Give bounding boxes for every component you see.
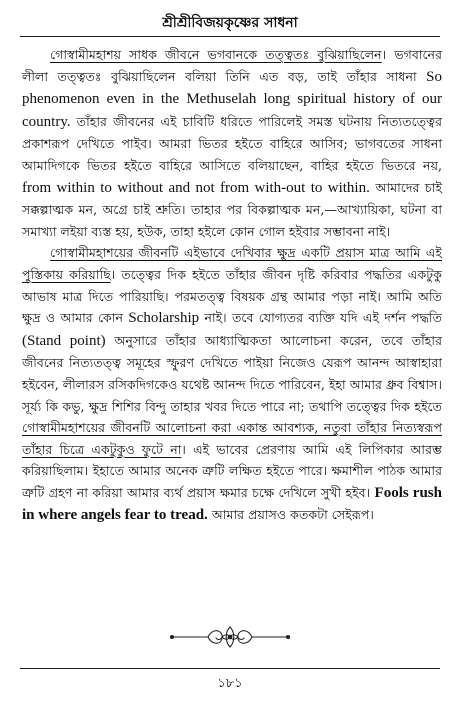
paragraph-2 [22, 242, 442, 527]
running-header [20, 10, 440, 37]
english-word-standpoint: (Stand point) [22, 332, 106, 349]
para2-text-2: নাই। তবে যোগ্যতর ব্যক্তি যদি এই দর্শন পদ্ধতি [199, 310, 442, 326]
para2-text-4: । এই ভাবের প্রেরণায় আমি এই লিপিকার আরম্ভ করিয়াছিলাম। ইহাতে আমার অনেক ত্রুটি লক্ষিত হইতে পারে। ক্ষমাশীল পাঠক আমার ত্রুটি গ্রহণ না করিয়া আমার ব্যর্থ প্রয়াস ক্ষমার চক্ষে দেখিলে সুখী হইব। [22, 441, 442, 500]
footer-rule [20, 668, 440, 669]
english-quote-2: from within to without and not from with-out to within. [22, 179, 370, 196]
para2-text-5: আমার প্রয়াসও কতকটা সেইরূপ। [207, 507, 374, 523]
page-number: ১৮১ [217, 676, 243, 691]
english-proverb: Fools rush in where angels fear to tread. [22, 484, 442, 524]
floral-divider-svg [170, 624, 290, 650]
underlined-phrase-2: গোস্বামীমহাশয়ের জীবনটি এইভাবে দেখিবার ক্ষুদ্র একটি প্রয়াস মাত্র আমি এই পুস্তিকায় করিয়াছি [22, 245, 442, 282]
english-word-scholarship: Scholarship [128, 310, 200, 327]
page-body [22, 44, 442, 527]
para1-text-4: আমাদের চাই সক্কল্পাত্মক মন, অগ্রে চাই শ্রুতি। তাহার পর বিকল্পাত্মক মন,—আখ্যায়িকা, ঘটনা বা সমাখ্যা লইয়া ব্যস্ত হয়, হউক, তাহা হইলে কোন গোল হইবার সম্ভাবনা নাই। [22, 179, 442, 239]
book-title: শ্রীশ্রীবিজয়কৃষ্ণের সাধনা [162, 15, 298, 31]
para2-text-1: । তত্ত্বের দিক হইতে তাঁহার জীবন দৃষ্টি করিবার পদ্ধতির একটুকু আভাষ মাত্র দিতে পারিয়াছি। পরমতত্ত্ব বিষয়ক গ্রন্থ আমার পড়া নাই। আমি অতি ক্ষুদ্র ও আমার কোন [22, 266, 442, 326]
underlined-phrase-1: গোস্বামীমহাশয় সাধক জীবনে ভগবানকে তত্ত্বতঃ বুঝিয়াছিলেন [50, 47, 382, 62]
para1-text-2: । ভগবানের লীলা তত্ত্বতঃ বুঝিয়াছিলেন বলিয়া তিনি এত বড়, তাই তাঁহার সাধনা [22, 47, 442, 84]
paragraph-1 [22, 44, 442, 242]
floral-divider-icon [0, 624, 460, 650]
para1-text-3: তাঁহার জীবনের এই চাবিটি ধরিতে পারিলেই সমস্ত ঘটনায় নিত্যতত্ত্বের প্রকাশরূপ দেখিতে পাইব। আমরা ভিতর হইতে বাহিরে আসিব; ভাগবতের সাধনা আমাদিগকে ভিতর হইতে বাহিরে আসিতে বলিয়াছেন, বাহির হইতে ভিতরে নয়, [22, 113, 442, 173]
english-quote-1: So phenomenon even in the Methuselah long spiritual history of our country. [22, 68, 442, 130]
underlined-phrase-3: গোস্বামীমহাশয়ের জীবনটি আলোচনা করা একান্ত আবশ্যক, নতুবা তাঁহার নিত্যস্বরূপ তাঁহার চিত্রে একটুকুও ফুটে না [22, 420, 442, 457]
para2-text-3: অনুসারে তাঁহার আধ্যাত্মিকতা আলোচনা করেন, তবে তাঁহার জীবনের নিত্যতত্ত্ব সমূহের স্ফুরণ দেখিতে পাইয়া নিজেও যেরূপ আনন্দ আস্বাহারা হইবেন, লীলারস রসিকদিগকেও যথেষ্ট আনন্দ দিতে পারিবেন, ইহা আমার ধ্রুব বিশ্বাস। সূর্য্য কি কভু, ক্ষুদ্র শিশির বিন্দু তাহার খবর দিতে পারে না; তথাপি তত্ত্বের দিক হইতে [22, 332, 442, 414]
